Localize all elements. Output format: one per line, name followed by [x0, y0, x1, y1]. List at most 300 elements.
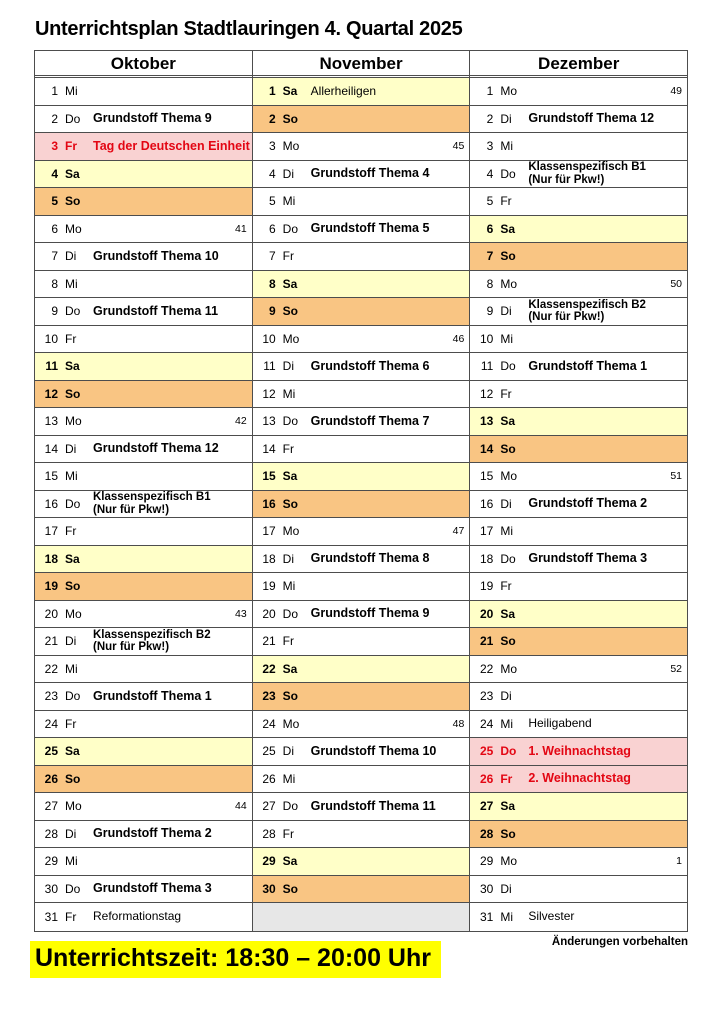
day-number: 8 — [268, 276, 276, 291]
day-row — [35, 353, 252, 381]
calendar-table — [34, 50, 688, 932]
day-row — [253, 188, 470, 216]
day-row — [35, 518, 252, 546]
month-column — [470, 51, 687, 931]
weekday-label: Do — [282, 414, 299, 429]
day-number: 7 — [486, 249, 494, 264]
weekday-label: Mo — [282, 716, 300, 731]
day-number: 27 — [262, 799, 276, 814]
day-row — [35, 106, 252, 134]
day-number: 20 — [479, 606, 494, 621]
weekday-label: Mi — [500, 139, 514, 154]
day-row — [35, 656, 252, 684]
weekday-label: Mo — [500, 661, 518, 676]
day-number: 5 — [268, 194, 276, 209]
day-row — [470, 161, 687, 189]
weekday-label: Fr — [500, 194, 512, 209]
weekday-label: So — [500, 441, 516, 456]
weekday-label: Do — [65, 304, 81, 319]
day-number: 19 — [479, 579, 494, 594]
weekday-label: Sa — [500, 606, 516, 621]
event-label: Klassenspezifisch B1 (Nur für Pkw!) — [93, 491, 247, 516]
day-row — [470, 188, 687, 216]
weekday-label: Sa — [500, 221, 516, 236]
event-label: Grundstoff Thema 2 — [528, 496, 648, 510]
weekday-label: Mi — [65, 276, 78, 291]
day-row — [470, 628, 687, 656]
event-label: Reformationstag — [93, 909, 182, 924]
event-label: Silvester — [528, 909, 575, 924]
day-number: 3 — [268, 139, 276, 154]
day-row — [470, 876, 687, 904]
day-row — [470, 106, 687, 134]
day-number: 29 — [479, 854, 494, 869]
day-row — [470, 326, 687, 354]
day-number: 10 — [44, 331, 58, 346]
weekday-label: Sa — [500, 799, 516, 814]
day-number: 26 — [44, 771, 58, 786]
day-row — [253, 546, 470, 574]
day-number: 6 — [486, 221, 494, 236]
day-number: 31 — [479, 909, 494, 924]
weekday-label: Fr — [65, 524, 77, 539]
event-label: Klassenspezifisch B1 (Nur für Pkw!) — [528, 161, 682, 186]
day-number: 8 — [486, 276, 494, 291]
week-number: 48 — [452, 717, 465, 730]
day-row — [253, 216, 470, 244]
week-number: 41 — [234, 222, 247, 235]
weekday-label: So — [282, 111, 299, 126]
day-row — [253, 353, 470, 381]
event-label: Allerheiligen — [310, 83, 377, 98]
day-number: 2 — [268, 111, 276, 126]
day-number: 4 — [486, 166, 494, 181]
day-number: 15 — [479, 469, 494, 484]
weekday-label: Do — [65, 496, 81, 511]
day-row — [470, 821, 687, 849]
day-number: 17 — [479, 524, 494, 539]
weekday-label: Sa — [282, 276, 298, 291]
event-label: Grundstoff Thema 11 — [310, 798, 436, 813]
weekday-label: Di — [65, 826, 77, 841]
day-number: 27 — [44, 799, 58, 814]
day-row — [253, 491, 470, 519]
weekday-label: Mo — [500, 469, 518, 484]
weekday-label: So — [282, 689, 299, 704]
day-row — [253, 326, 470, 354]
month-header: Oktober — [35, 51, 252, 78]
event-label-line2: (Nur für Pkw!) — [528, 173, 605, 186]
day-row — [253, 848, 470, 876]
weekday-label: Sa — [282, 469, 298, 484]
day-number: 10 — [479, 331, 494, 346]
day-row — [470, 408, 687, 436]
weekday-label: So — [282, 881, 299, 896]
day-row — [253, 463, 470, 491]
day-number: 16 — [262, 496, 276, 511]
day-row — [470, 436, 687, 464]
day-number: 30 — [479, 881, 494, 896]
day-row — [470, 656, 687, 684]
weekday-label: Mo — [500, 854, 518, 869]
day-row — [470, 353, 687, 381]
day-row — [253, 601, 470, 629]
day-number: 15 — [262, 469, 276, 484]
weekday-label: Mi — [282, 771, 296, 786]
weekday-label: Mi — [65, 84, 78, 99]
day-number: 21 — [479, 634, 494, 649]
day-row — [470, 738, 687, 766]
day-row — [35, 298, 252, 326]
day-number: 26 — [479, 771, 494, 786]
day-number: 22 — [44, 661, 58, 676]
day-row — [35, 573, 252, 601]
day-row — [35, 683, 252, 711]
event-label-line2: (Nur für Pkw!) — [93, 641, 170, 654]
weekday-label: Fr — [500, 771, 513, 786]
week-number: 50 — [670, 277, 683, 290]
event-label: 2. Weihnachtstag — [528, 771, 631, 785]
weekday-label: Sa — [65, 551, 80, 566]
weekday-label: Do — [65, 881, 81, 896]
day-row — [470, 683, 687, 711]
weekday-label: Sa — [282, 854, 298, 869]
day-row — [35, 78, 252, 106]
day-number: 9 — [51, 304, 58, 319]
day-row — [253, 573, 470, 601]
day-row — [35, 161, 252, 189]
lesson-time-banner: Unterrichtszeit: 18:30 – 20:00 Uhr — [30, 941, 441, 978]
weekday-label: Mi — [500, 716, 514, 731]
day-number: 5 — [486, 194, 494, 209]
day-number: 11 — [480, 359, 494, 374]
day-row — [253, 766, 470, 794]
day-row — [35, 821, 252, 849]
weekday-label: Do — [282, 799, 299, 814]
day-row — [35, 326, 252, 354]
day-row — [253, 408, 470, 436]
day-row — [35, 381, 252, 409]
day-number: 18 — [44, 551, 58, 566]
day-number: 28 — [479, 826, 494, 841]
day-number: 28 — [44, 826, 58, 841]
day-number: 23 — [44, 689, 58, 704]
weekday-label: Fr — [65, 139, 77, 154]
week-number: 45 — [452, 140, 465, 153]
weekday-label: Fr — [65, 909, 77, 924]
weekday-label: Mi — [500, 909, 514, 924]
weekday-label: Sa — [65, 166, 80, 181]
day-row — [253, 106, 470, 134]
day-row — [35, 711, 252, 739]
day-number: 25 — [479, 744, 494, 759]
day-row — [253, 711, 470, 739]
event-label: Klassenspezifisch B2 (Nur für Pkw!) — [93, 629, 247, 654]
day-row — [35, 408, 252, 436]
day-row — [470, 381, 687, 409]
empty-cell — [253, 903, 470, 931]
day-number: 18 — [262, 551, 276, 566]
weekday-label: Mi — [500, 524, 514, 539]
event-label: Grundstoff Thema 1 — [528, 358, 648, 373]
weekday-label: Mi — [282, 579, 296, 594]
week-number: 44 — [234, 800, 247, 813]
week-number: 42 — [234, 415, 247, 428]
weekday-label: Mi — [65, 469, 78, 484]
day-number: 27 — [479, 799, 494, 814]
day-row — [35, 601, 252, 629]
day-number: 16 — [44, 496, 58, 511]
day-number: 30 — [44, 881, 58, 896]
day-number: 19 — [44, 579, 58, 594]
event-label-line2: (Nur für Pkw!) — [93, 503, 170, 516]
day-number: 25 — [262, 744, 276, 759]
day-number: 8 — [51, 276, 58, 291]
day-row — [253, 518, 470, 546]
event-label: Grundstoff Thema 11 — [93, 303, 219, 318]
week-number: 43 — [234, 607, 247, 620]
weekday-label: Mo — [65, 799, 82, 814]
day-row — [253, 298, 470, 326]
day-number: 13 — [479, 414, 494, 429]
day-row — [35, 243, 252, 271]
month-column — [253, 51, 471, 931]
day-number: 17 — [262, 524, 276, 539]
day-number: 15 — [44, 469, 58, 484]
month-column — [35, 51, 253, 931]
day-number: 3 — [51, 139, 58, 154]
day-number: 26 — [262, 771, 276, 786]
month-header: November — [253, 51, 470, 78]
weekday-label: Fr — [65, 331, 77, 346]
weekday-label: Do — [500, 551, 516, 566]
day-row — [253, 656, 470, 684]
day-number: 14 — [262, 441, 276, 456]
weekday-label: Mo — [282, 524, 300, 539]
weekday-label: Di — [500, 689, 512, 704]
day-row — [470, 491, 687, 519]
day-row — [35, 848, 252, 876]
day-number: 20 — [44, 606, 58, 621]
day-number: 24 — [479, 716, 494, 731]
day-row — [470, 463, 687, 491]
week-number: 51 — [670, 470, 683, 483]
weekday-label: Do — [65, 689, 81, 704]
day-number: 16 — [479, 496, 494, 511]
day-row — [35, 436, 252, 464]
day-number: 4 — [51, 166, 58, 181]
day-number: 7 — [268, 249, 276, 264]
event-label: Grundstoff Thema 7 — [310, 413, 430, 428]
day-number: 17 — [44, 524, 58, 539]
day-number: 7 — [51, 249, 58, 264]
weekday-label: Sa — [282, 661, 298, 676]
day-number: 12 — [44, 386, 58, 401]
day-number: 2 — [51, 111, 58, 126]
day-number: 1 — [268, 84, 276, 99]
weekday-label: Fr — [282, 249, 294, 264]
day-row — [470, 848, 687, 876]
weekday-label: So — [282, 496, 299, 511]
event-label: Grundstoff Thema 8 — [310, 551, 430, 565]
day-number: 20 — [262, 606, 276, 621]
week-number: 49 — [670, 85, 683, 98]
weekday-label: Di — [65, 634, 77, 649]
weekday-label: Di — [65, 249, 77, 264]
weekday-label: Mi — [500, 331, 514, 346]
day-row — [470, 711, 687, 739]
weekday-label: Mi — [282, 194, 296, 209]
event-label: 1. Weihnachtstag — [528, 743, 631, 758]
event-label: Tag der Deutschen Einheit — [93, 138, 250, 153]
weekday-label: Di — [500, 881, 512, 896]
day-number: 29 — [262, 854, 276, 869]
weekday-label: Mi — [282, 386, 296, 401]
day-row — [470, 903, 687, 931]
weekday-label: Sa — [282, 84, 298, 99]
weekday-label: Di — [282, 359, 295, 374]
day-number: 4 — [268, 166, 276, 181]
day-row — [35, 271, 252, 299]
weekday-label: So — [65, 579, 81, 594]
day-row — [35, 133, 252, 161]
day-number: 13 — [262, 414, 276, 429]
weekday-label: Do — [500, 359, 516, 374]
day-number: 18 — [479, 551, 494, 566]
weekday-label: Di — [65, 441, 77, 456]
day-number: 11 — [45, 359, 58, 374]
weekday-label: So — [65, 386, 81, 401]
day-number: 10 — [262, 331, 276, 346]
event-label: Klassenspezifisch B2 (Nur für Pkw!) — [528, 299, 682, 324]
day-row — [470, 271, 687, 299]
event-label-line2: (Nur für Pkw!) — [528, 311, 605, 324]
day-row — [253, 738, 470, 766]
day-number: 23 — [479, 689, 494, 704]
day-row — [470, 243, 687, 271]
weekday-label: Mo — [65, 221, 82, 236]
day-row — [35, 216, 252, 244]
day-number: 21 — [44, 634, 58, 649]
month-header: Dezember — [470, 51, 687, 78]
weekday-label: Fr — [282, 441, 294, 456]
page-title: Unterrichtsplan Stadtlauringen 4. Quartal 2025 — [35, 18, 463, 40]
day-number: 3 — [486, 139, 494, 154]
event-label: Grundstoff Thema 9 — [93, 111, 212, 125]
day-row — [253, 876, 470, 904]
day-number: 22 — [262, 661, 276, 676]
day-number: 14 — [44, 441, 58, 456]
weekday-label: Mi — [65, 854, 78, 869]
day-number: 6 — [268, 221, 276, 236]
weekday-label: So — [65, 194, 81, 209]
weekday-label: Do — [500, 744, 517, 759]
day-row — [35, 876, 252, 904]
weekday-label: Mo — [500, 84, 518, 99]
event-label: Grundstoff Thema 9 — [310, 606, 430, 620]
day-row — [253, 821, 470, 849]
day-row — [470, 518, 687, 546]
day-row — [253, 381, 470, 409]
day-row — [253, 793, 470, 821]
day-row — [35, 188, 252, 216]
week-number: 52 — [670, 662, 683, 675]
event-label: Grundstoff Thema 3 — [93, 881, 212, 895]
event-label: Grundstoff Thema 5 — [310, 221, 430, 235]
day-row — [35, 766, 252, 794]
day-row — [470, 298, 687, 326]
day-number: 1 — [486, 84, 494, 99]
weekday-label: Mo — [282, 331, 300, 346]
weekday-label: So — [500, 249, 516, 264]
day-number: 21 — [262, 634, 276, 649]
day-number: 24 — [44, 716, 58, 731]
event-label: Grundstoff Thema 3 — [528, 551, 648, 565]
event-label: Grundstoff Thema 10 — [93, 248, 219, 263]
day-number: 6 — [51, 221, 58, 236]
weekday-label: Di — [500, 496, 512, 511]
weekday-label: Mo — [282, 139, 300, 154]
day-number: 19 — [262, 579, 276, 594]
event-label: Grundstoff Thema 6 — [310, 358, 430, 373]
event-label: Grundstoff Thema 12 — [528, 111, 655, 125]
day-row — [253, 436, 470, 464]
day-number: 22 — [479, 661, 494, 676]
weekday-label: So — [500, 634, 516, 649]
day-number: 9 — [486, 304, 494, 319]
day-number: 2 — [486, 111, 494, 126]
day-number: 24 — [262, 716, 276, 731]
day-row — [470, 133, 687, 161]
week-number: 47 — [452, 525, 465, 538]
day-number: 9 — [268, 304, 276, 319]
day-row — [35, 491, 252, 519]
event-label: Grundstoff Thema 1 — [93, 688, 212, 703]
day-row — [35, 793, 252, 821]
day-row — [253, 161, 470, 189]
weekday-label: So — [500, 826, 516, 841]
day-row — [253, 271, 470, 299]
day-row — [470, 573, 687, 601]
weekday-label: Di — [282, 551, 295, 566]
event-label: Grundstoff Thema 2 — [93, 826, 212, 840]
event-label: Grundstoff Thema 12 — [93, 441, 219, 455]
day-number: 25 — [44, 744, 58, 759]
day-row — [35, 628, 252, 656]
weekday-label: Di — [500, 304, 512, 319]
weekday-label: Do — [65, 111, 81, 126]
day-number: 11 — [263, 359, 276, 374]
day-row — [35, 463, 252, 491]
weekday-label: Do — [282, 221, 299, 236]
day-number: 13 — [44, 414, 58, 429]
weekday-label: Do — [500, 166, 516, 181]
day-row — [35, 546, 252, 574]
day-row — [35, 903, 252, 931]
event-label: Heiligabend — [528, 716, 592, 731]
day-row — [35, 738, 252, 766]
day-row — [470, 78, 687, 106]
day-row — [253, 133, 470, 161]
weekday-label: Fr — [282, 826, 294, 841]
weekday-label: Mo — [500, 276, 518, 291]
day-number: 14 — [479, 441, 494, 456]
day-number: 5 — [51, 194, 58, 209]
event-label: Grundstoff Thema 10 — [310, 743, 437, 758]
weekday-label: Sa — [500, 414, 516, 429]
weekday-label: Fr — [65, 716, 77, 731]
day-row — [253, 683, 470, 711]
